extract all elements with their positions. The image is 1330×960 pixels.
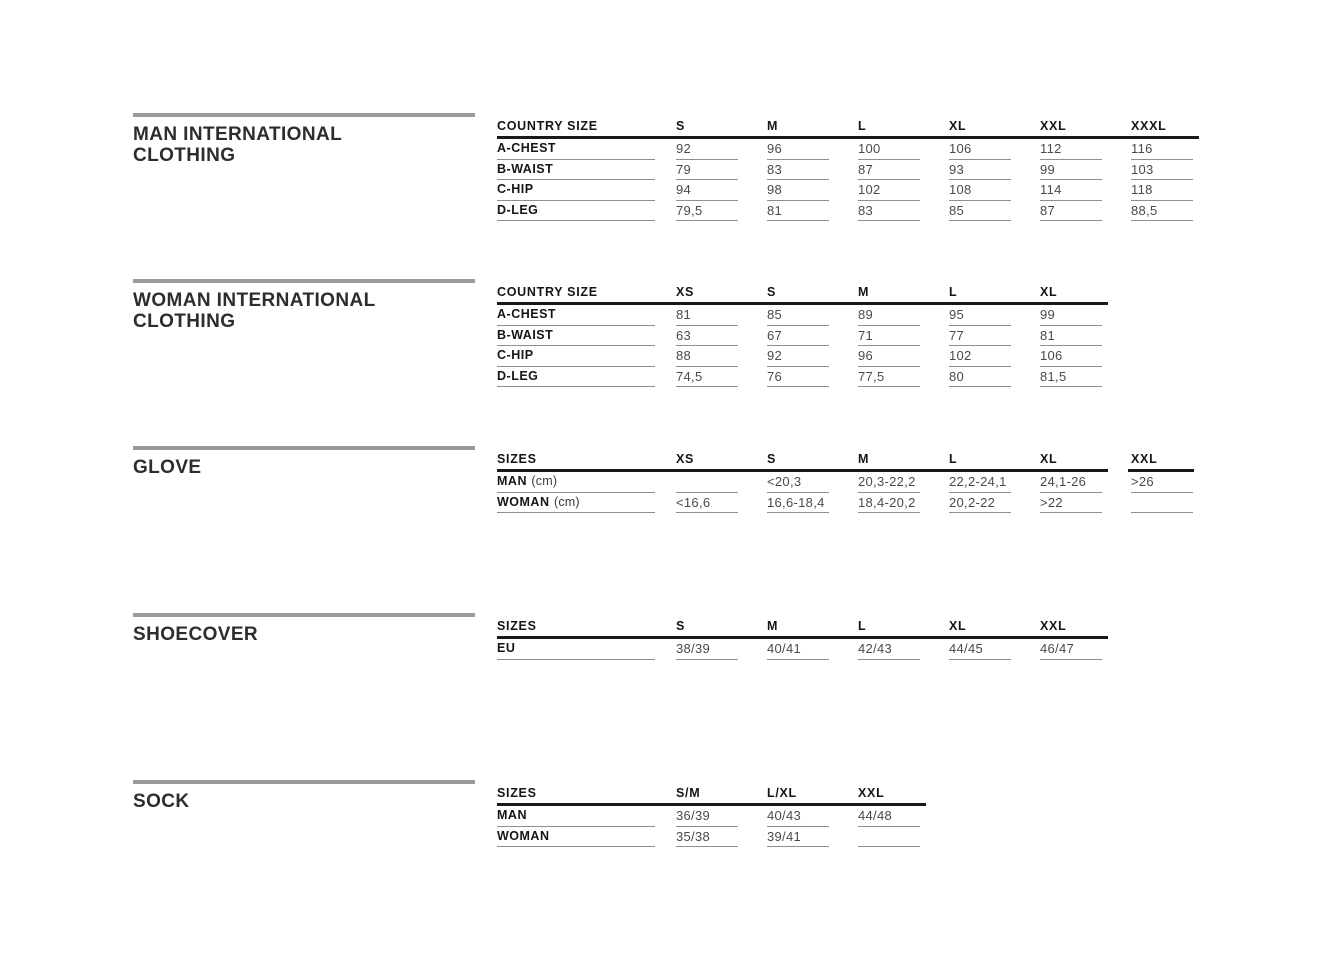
cell-underline: [497, 659, 655, 660]
size-value-cell: [767, 472, 858, 493]
size-value: 67: [767, 327, 783, 343]
size-value-cell: [1040, 139, 1131, 160]
section-heading-block: [133, 780, 475, 812]
size-value: 76: [767, 368, 783, 384]
column-header-m: M: [858, 452, 870, 466]
table-header-row: [497, 285, 1131, 302]
table-row-man: [497, 806, 949, 827]
table-row-eu: [497, 639, 1131, 660]
size-value: 38/39: [676, 641, 711, 656]
row-label: C-HIP: [497, 182, 534, 197]
size-value-cell: [676, 367, 767, 388]
row-label-cell: [497, 160, 676, 181]
column-header-s: S: [676, 619, 686, 633]
size-value: 18,4-20,2: [858, 494, 916, 510]
size-value-cell: [676, 806, 767, 827]
size-value-cell: [767, 326, 858, 347]
cell-underline: [676, 659, 738, 660]
size-value: 99: [1040, 307, 1056, 322]
cell-underline: [949, 386, 1011, 387]
row-label-cell: [497, 806, 676, 827]
column-header-m: M: [767, 619, 779, 633]
size-value: 87: [858, 161, 874, 177]
cell-underline: [1040, 512, 1102, 513]
size-value-cell: [767, 827, 858, 848]
size-value: 35/38: [676, 828, 711, 844]
size-value: 20,2-22: [949, 494, 996, 510]
cell-underline: [767, 220, 829, 221]
section-accent-bar: [133, 446, 475, 450]
size-value: 79,5: [676, 202, 703, 218]
size-value: 74,5: [676, 368, 703, 384]
size-value-cell: [1040, 639, 1131, 660]
table-row-b-waist: [497, 160, 1222, 181]
row-label: D-LEG: [497, 368, 539, 383]
row-label-cell: [497, 201, 676, 222]
size-value: 63: [676, 327, 692, 343]
size-value: 22,2-24,1: [949, 474, 1007, 489]
size-value-cell: [767, 367, 858, 388]
size-value-cell: [1040, 180, 1131, 201]
size-value-cell: [1040, 346, 1131, 367]
cell-underline: [949, 659, 1011, 660]
section-title: SOCK: [133, 791, 190, 812]
size-value-cell: [1040, 326, 1131, 347]
section-title: SHOECOVER: [133, 624, 259, 645]
size-value-cell: [1040, 305, 1131, 326]
table-row-c-hip: [497, 346, 1131, 367]
size-value-cell: [767, 346, 858, 367]
size-value: <16,6: [676, 494, 711, 510]
column-header-l: L: [858, 619, 867, 633]
size-value-cell: [767, 201, 858, 222]
table-row-a-chest: [497, 139, 1222, 160]
column-header-xxl: XXL: [1040, 119, 1067, 133]
size-value-cell: [1040, 472, 1131, 493]
table-header-row: [497, 786, 949, 803]
cell-underline: [858, 386, 920, 387]
size-table-shoecover: [497, 619, 1131, 660]
size-value-cell: [676, 305, 767, 326]
section-heading-block: [133, 446, 475, 478]
row-label-cell: [497, 305, 676, 326]
row-label-cell: [497, 493, 676, 514]
size-value: 88: [676, 348, 692, 364]
size-value-cell: [676, 180, 767, 201]
size-value-cell: [676, 139, 767, 160]
size-value-cell: [1040, 367, 1131, 388]
column-header-xl: XL: [1040, 452, 1058, 466]
size-value-cell: [949, 305, 1040, 326]
table-row-a-chest: [497, 305, 1131, 326]
table-row-woman: [497, 493, 1222, 514]
row-label: MAN: [497, 474, 527, 488]
row-label: EU: [497, 641, 516, 655]
column-header-xl: XL: [949, 619, 967, 633]
size-value: 118: [1131, 182, 1153, 198]
size-table-woman-international-clothing: [497, 285, 1131, 387]
column-header-xxl: XXL: [858, 786, 885, 800]
size-value-cell: [676, 201, 767, 222]
table-row-d-leg: [497, 367, 1131, 388]
size-value: 71: [858, 327, 874, 343]
size-value-cell: [1131, 180, 1222, 201]
size-value-cell: [767, 180, 858, 201]
size-value: 116: [1131, 141, 1153, 156]
size-value-cell: [676, 639, 767, 660]
size-value-cell: [858, 639, 949, 660]
row-label: C-HIP: [497, 348, 534, 363]
size-value-cell: [1131, 472, 1222, 493]
size-value-cell: [949, 346, 1040, 367]
cell-underline: [858, 846, 920, 847]
cell-underline: [1040, 220, 1102, 221]
section-accent-bar: [133, 613, 475, 617]
cell-underline: [676, 512, 738, 513]
size-value: 81,5: [1040, 368, 1067, 384]
cell-underline: [767, 512, 829, 513]
column-header-s: S: [676, 119, 686, 133]
row-label-cell: [497, 639, 676, 660]
cell-underline: [767, 386, 829, 387]
row-label-cell: [497, 367, 676, 388]
size-value-cell: [1131, 201, 1222, 222]
cell-underline: [1040, 659, 1102, 660]
row-label-unit: (cm): [553, 494, 580, 509]
size-value: 95: [949, 307, 965, 322]
size-value-cell: [858, 806, 949, 827]
size-value: 98: [767, 182, 783, 198]
size-value-cell: [949, 493, 1040, 514]
size-value: 46/47: [1040, 641, 1075, 656]
size-value: 83: [858, 202, 874, 218]
row-label: MAN: [497, 808, 527, 822]
size-value: 36/39: [676, 808, 711, 823]
size-value: 44/45: [949, 641, 984, 656]
corner-header-label: SIZES: [497, 786, 537, 800]
size-value-cell: [767, 160, 858, 181]
row-label: D-LEG: [497, 202, 539, 217]
size-value: 94: [676, 182, 692, 198]
table-row-d-leg: [497, 201, 1222, 222]
size-value: 44/48: [858, 808, 893, 823]
size-value-cell: [1131, 493, 1222, 514]
size-value: 77,5: [858, 368, 885, 384]
size-value: >22: [1040, 494, 1063, 510]
size-value-cell: [949, 326, 1040, 347]
size-value-cell: [1040, 160, 1131, 181]
size-value-cell: [676, 827, 767, 848]
section-heading-block: [133, 113, 475, 166]
size-value-cell: [767, 806, 858, 827]
size-value: 89: [858, 307, 874, 322]
size-value-cell: [858, 472, 949, 493]
row-label-cell: [497, 472, 676, 493]
column-header-s-m: S/M: [676, 786, 701, 800]
size-value-cell: [949, 180, 1040, 201]
section-accent-bar: [133, 113, 475, 117]
size-value: <20,3: [767, 474, 802, 489]
size-value: 88,5: [1131, 202, 1158, 218]
row-label-cell: [497, 827, 676, 848]
table-header-row: [497, 452, 1222, 469]
size-value: 16,6-18,4: [767, 494, 825, 510]
table-row-man: [497, 472, 1222, 493]
size-value: 106: [949, 141, 972, 156]
size-value: 114: [1040, 182, 1062, 198]
size-value-cell: [858, 160, 949, 181]
column-header-s: S: [767, 285, 777, 299]
column-header-xxxl: XXXL: [1131, 119, 1167, 133]
cell-underline: [767, 846, 829, 847]
cell-underline: [676, 846, 738, 847]
size-value: 103: [1131, 161, 1154, 177]
size-value: 79: [676, 161, 692, 177]
size-value-cell: [767, 305, 858, 326]
size-value-cell: [949, 472, 1040, 493]
row-label: A-CHEST: [497, 141, 557, 155]
size-value: 85: [949, 202, 965, 218]
size-value-cell: [676, 346, 767, 367]
size-table-sock: [497, 786, 949, 847]
size-value-cell: [1040, 493, 1131, 514]
size-value: 102: [949, 348, 972, 364]
section-title: WOMAN INTERNATIONAL CLOTHING: [133, 290, 376, 332]
cell-underline: [767, 659, 829, 660]
size-value-cell: [767, 493, 858, 514]
cell-underline: [1131, 512, 1193, 513]
size-value-cell: [676, 472, 767, 493]
section-heading-block: [133, 613, 475, 645]
size-value: 81: [767, 202, 783, 218]
size-value-cell: [858, 367, 949, 388]
size-value-cell: [949, 201, 1040, 222]
size-value-cell: [949, 139, 1040, 160]
cell-underline: [497, 846, 655, 847]
cell-underline: [858, 220, 920, 221]
size-value-cell: [767, 639, 858, 660]
size-value: 81: [676, 307, 692, 322]
column-header-l-xl: L/XL: [767, 786, 797, 800]
size-value-cell: [676, 160, 767, 181]
size-value-cell: [858, 827, 949, 848]
column-header-xs: XS: [676, 452, 695, 466]
size-value-cell: [1131, 139, 1222, 160]
size-value: 83: [767, 161, 783, 177]
corner-header-label: SIZES: [497, 452, 537, 466]
size-value: 92: [767, 348, 783, 364]
size-value-cell: [858, 326, 949, 347]
table-row-b-waist: [497, 326, 1131, 347]
size-value: 102: [858, 182, 881, 198]
size-value-cell: [858, 201, 949, 222]
column-header-m: M: [858, 285, 870, 299]
column-header-s: S: [767, 452, 777, 466]
size-value: 40/41: [767, 641, 802, 656]
size-value: 96: [858, 348, 874, 364]
section-title: GLOVE: [133, 457, 202, 478]
row-label-cell: [497, 326, 676, 347]
size-value: 40/43: [767, 808, 802, 823]
size-value: 112: [1040, 141, 1062, 156]
corner-header-label: COUNTRY SIZE: [497, 285, 598, 299]
size-value-cell: [949, 639, 1040, 660]
size-value-cell: [949, 160, 1040, 181]
column-header-m: M: [767, 119, 779, 133]
cell-underline: [676, 220, 738, 221]
size-table-man-international-clothing: [497, 119, 1222, 221]
size-table-glove: [497, 452, 1222, 513]
column-header-xl: XL: [949, 119, 967, 133]
size-value-cell: [858, 493, 949, 514]
size-value: >26: [1131, 474, 1154, 489]
size-value: 93: [949, 161, 965, 177]
size-value-cell: [676, 493, 767, 514]
size-value-cell: [858, 346, 949, 367]
cell-underline: [949, 220, 1011, 221]
size-value: 42/43: [858, 641, 893, 656]
cell-underline: [858, 659, 920, 660]
table-header-row: [497, 619, 1131, 636]
size-value-cell: [858, 180, 949, 201]
cell-underline: [858, 512, 920, 513]
size-value: 96: [767, 141, 783, 156]
cell-underline: [949, 512, 1011, 513]
corner-header-label: SIZES: [497, 619, 537, 633]
size-value: 106: [1040, 348, 1063, 364]
section-accent-bar: [133, 279, 475, 283]
column-header-xs: XS: [676, 285, 695, 299]
size-value: 39/41: [767, 828, 802, 844]
size-value: 80: [949, 368, 965, 384]
table-row-c-hip: [497, 180, 1222, 201]
row-label-cell: [497, 180, 676, 201]
cell-underline: [1040, 386, 1102, 387]
column-header-xl: XL: [1040, 285, 1058, 299]
section-accent-bar: [133, 780, 475, 784]
size-value-cell: [767, 139, 858, 160]
row-label: B-WAIST: [497, 161, 554, 176]
size-value: 77: [949, 327, 965, 343]
cell-underline: [676, 386, 738, 387]
size-value: 24,1-26: [1040, 474, 1087, 489]
corner-header-label: COUNTRY SIZE: [497, 119, 598, 133]
size-value-cell: [858, 139, 949, 160]
row-label: WOMAN: [497, 494, 550, 509]
size-value: 81: [1040, 327, 1056, 343]
size-value: 108: [949, 182, 972, 198]
column-header-l: L: [949, 285, 958, 299]
table-header-row: [497, 119, 1222, 136]
column-header-xxl: XXL: [1040, 619, 1067, 633]
size-value-cell: [1040, 201, 1131, 222]
cell-underline: [1131, 220, 1193, 221]
column-header-l: L: [858, 119, 867, 133]
size-value-cell: [676, 326, 767, 347]
size-value: 92: [676, 141, 692, 156]
row-label: WOMAN: [497, 828, 550, 843]
cell-underline: [497, 220, 655, 221]
row-label-cell: [497, 139, 676, 160]
cell-underline: [497, 386, 655, 387]
size-value-cell: [858, 305, 949, 326]
table-row-woman: [497, 827, 949, 848]
size-value-cell: [1131, 160, 1222, 181]
size-value: 100: [858, 141, 881, 156]
row-label: A-CHEST: [497, 307, 557, 321]
row-label-unit: (cm): [531, 474, 558, 488]
size-value: 20,3-22,2: [858, 474, 916, 489]
size-value: 87: [1040, 202, 1056, 218]
column-header-xxl: XXL: [1131, 452, 1158, 466]
row-label: B-WAIST: [497, 327, 554, 342]
section-title: MAN INTERNATIONAL CLOTHING: [133, 124, 342, 166]
row-label-cell: [497, 346, 676, 367]
cell-underline: [497, 512, 655, 513]
size-value: 99: [1040, 161, 1056, 177]
size-value: 85: [767, 307, 783, 322]
size-value-cell: [949, 367, 1040, 388]
column-header-l: L: [949, 452, 958, 466]
section-heading-block: [133, 279, 475, 332]
